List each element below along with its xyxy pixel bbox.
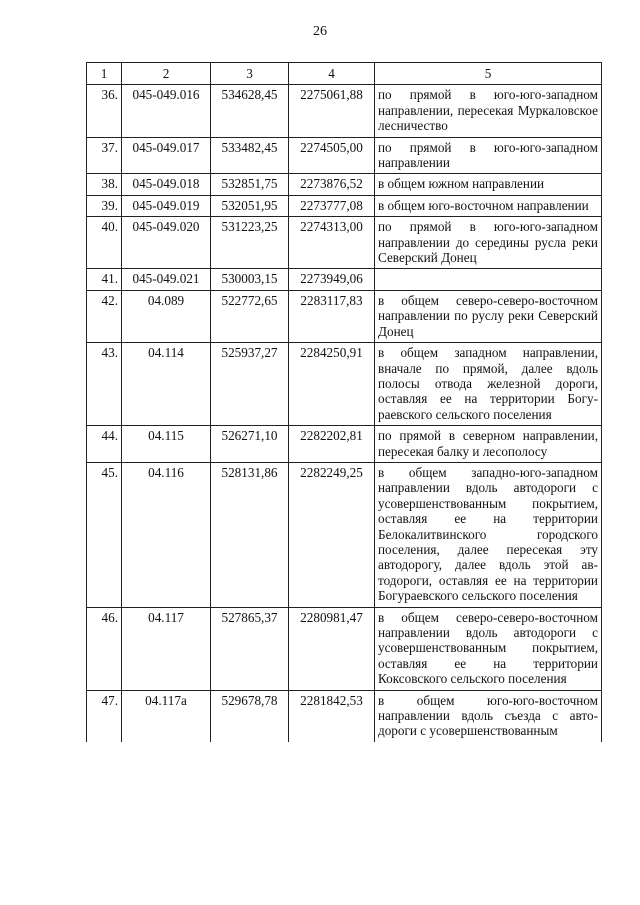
row-number: 47. bbox=[87, 690, 122, 742]
point-id: 04.116 bbox=[122, 462, 211, 607]
y-coordinate: 2280981,47 bbox=[289, 607, 375, 690]
table-body bbox=[87, 85, 602, 742]
row-number: 45. bbox=[87, 462, 122, 607]
table-row bbox=[87, 462, 602, 607]
x-coordinate: 527865,37 bbox=[211, 607, 289, 690]
x-coordinate: 534628,45 bbox=[211, 85, 289, 137]
point-id: 04.115 bbox=[122, 426, 211, 463]
table-row bbox=[87, 426, 602, 463]
y-coordinate: 2284250,91 bbox=[289, 343, 375, 426]
column-header-3: 3 bbox=[211, 63, 289, 85]
row-number: 42. bbox=[87, 290, 122, 342]
boundary-description: по прямой в юго-юго-западном направлении bbox=[375, 137, 602, 174]
row-number: 37. bbox=[87, 137, 122, 174]
y-coordinate: 2274505,00 bbox=[289, 137, 375, 174]
y-coordinate: 2283117,83 bbox=[289, 290, 375, 342]
point-id: 04.117а bbox=[122, 690, 211, 742]
boundary-description bbox=[375, 269, 602, 290]
x-coordinate: 530003,15 bbox=[211, 269, 289, 290]
x-coordinate: 533482,45 bbox=[211, 137, 289, 174]
table-row bbox=[87, 174, 602, 195]
table-row bbox=[87, 217, 602, 269]
column-header-2: 2 bbox=[122, 63, 211, 85]
table-row bbox=[87, 607, 602, 690]
row-number: 41. bbox=[87, 269, 122, 290]
table-header-row bbox=[87, 63, 602, 85]
point-id: 04.117 bbox=[122, 607, 211, 690]
x-coordinate: 525937,27 bbox=[211, 343, 289, 426]
table-row bbox=[87, 195, 602, 216]
point-id: 04.089 bbox=[122, 290, 211, 342]
boundary-description: в общем северо-северо-восточном направлении вдоль автодороги с усовершенствованным покрытием, оставляя ее на территории Коксовского сельского поселения bbox=[375, 607, 602, 690]
point-id: 045-049.017 bbox=[122, 137, 211, 174]
page-number: 26 bbox=[313, 24, 327, 39]
row-number: 43. bbox=[87, 343, 122, 426]
point-id: 045-049.019 bbox=[122, 195, 211, 216]
row-number: 39. bbox=[87, 195, 122, 216]
boundary-description: по прямой в юго-юго-западном направлении до середины русла реки Северский Донец bbox=[375, 217, 602, 269]
point-id: 045-049.016 bbox=[122, 85, 211, 137]
table-row bbox=[87, 690, 602, 742]
row-number: 40. bbox=[87, 217, 122, 269]
y-coordinate: 2273949,06 bbox=[289, 269, 375, 290]
table-row bbox=[87, 290, 602, 342]
boundary-description: в общем юго-восточном направлении bbox=[375, 195, 602, 216]
boundary-description: в общем южном направлении bbox=[375, 174, 602, 195]
point-id: 045-049.018 bbox=[122, 174, 211, 195]
x-coordinate: 532051,95 bbox=[211, 195, 289, 216]
column-header-1: 1 bbox=[87, 63, 122, 85]
column-header-5: 5 bbox=[375, 63, 602, 85]
boundary-description: в общем северо-северо-восточном направлении по руслу реки Северский Донец bbox=[375, 290, 602, 342]
boundary-description: по прямой в северном направлении, пересекая балку и лесополосу bbox=[375, 426, 602, 463]
y-coordinate: 2281842,53 bbox=[289, 690, 375, 742]
boundary-points-table bbox=[86, 62, 602, 742]
y-coordinate: 2282202,81 bbox=[289, 426, 375, 463]
y-coordinate: 2274313,00 bbox=[289, 217, 375, 269]
y-coordinate: 2282249,25 bbox=[289, 462, 375, 607]
boundary-description: в общем юго-юго-восточном направлении вдоль съезда с автодороги с усовершенствованным bbox=[375, 690, 602, 742]
x-coordinate: 528131,86 bbox=[211, 462, 289, 607]
point-id: 045-049.021 bbox=[122, 269, 211, 290]
row-number: 46. bbox=[87, 607, 122, 690]
x-coordinate: 532851,75 bbox=[211, 174, 289, 195]
point-id: 045-049.020 bbox=[122, 217, 211, 269]
row-number: 38. bbox=[87, 174, 122, 195]
table-row bbox=[87, 85, 602, 137]
table-row bbox=[87, 137, 602, 174]
x-coordinate: 526271,10 bbox=[211, 426, 289, 463]
row-number: 44. bbox=[87, 426, 122, 463]
y-coordinate: 2273876,52 bbox=[289, 174, 375, 195]
column-header-4: 4 bbox=[289, 63, 375, 85]
boundary-description: в общем западно-юго-западном направлении вдоль автодороги с усовершенствованным покрытием, оставляя ее на территории Белокалитвинского городского поселения, далее пересекая эту автодорогу, далее вдоль этой автодороги, оставляя ее на территории Богураевского сельского поселения bbox=[375, 462, 602, 607]
boundary-description: в общем западном направлении, вначале по прямой, далее вдоль полосы отвода железной дороги, оставляя ее на территории Богураевского сельского поселения bbox=[375, 343, 602, 426]
row-number: 36. bbox=[87, 85, 122, 137]
y-coordinate: 2273777,08 bbox=[289, 195, 375, 216]
y-coordinate: 2275061,88 bbox=[289, 85, 375, 137]
table-row bbox=[87, 343, 602, 426]
x-coordinate: 531223,25 bbox=[211, 217, 289, 269]
point-id: 04.114 bbox=[122, 343, 211, 426]
boundary-description: по прямой в юго-юго-западном направлении, пересекая Муркаловское лесничество bbox=[375, 85, 602, 137]
x-coordinate: 529678,78 bbox=[211, 690, 289, 742]
table-row bbox=[87, 269, 602, 290]
x-coordinate: 522772,65 bbox=[211, 290, 289, 342]
